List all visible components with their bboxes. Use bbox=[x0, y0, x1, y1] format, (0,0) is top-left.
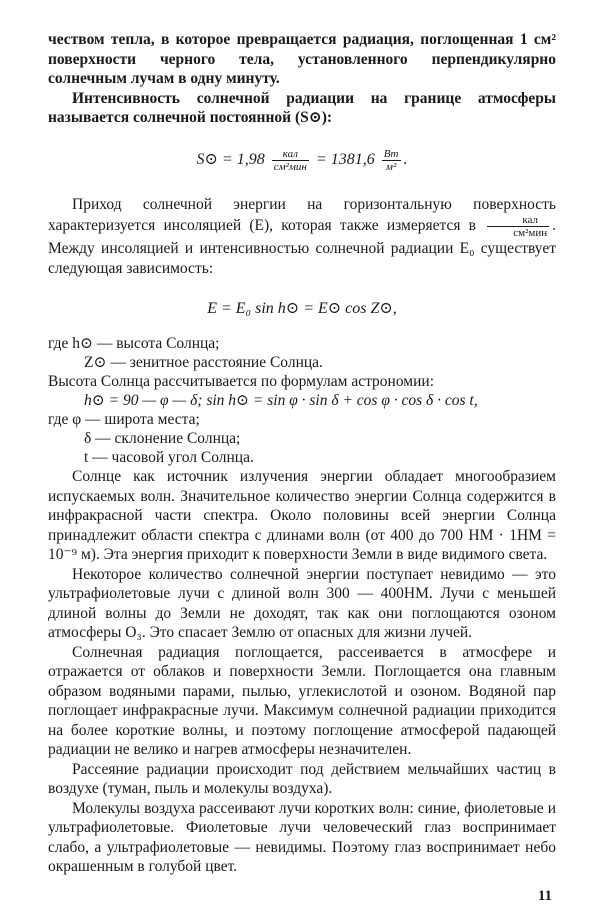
line-height-calc: Высота Солнца рассчитывается по формулам астрономии: bbox=[48, 373, 435, 390]
page-number: 11 bbox=[537, 888, 552, 904]
paragraph-3a: Приход солнечной энергии на горизонтальную поверхность характеризуется инсоляцией (Е), которая также измеряется в bbox=[48, 195, 556, 235]
line-where-h: где h⊙ — высота Солнца; bbox=[48, 335, 220, 352]
formula-mid: = 1381,6 bbox=[315, 150, 375, 168]
page-text bbox=[48, 30, 556, 877]
line-zenith: Z⊙ — зенитное расстояние Солнца. bbox=[84, 354, 323, 371]
fraction-num-3: кал bbox=[487, 214, 549, 227]
line-hour-angle: t — часовой угол Солнца. bbox=[84, 449, 254, 466]
fraction-cal bbox=[272, 148, 309, 173]
fraction-num-2: Вт bbox=[383, 147, 399, 160]
formula-left: S⊙ = 1,98 bbox=[196, 150, 265, 168]
fraction-den-3: см²мин bbox=[513, 227, 548, 239]
paragraph-3b: . Между инсоляцией и интенсивностью солнечной радиации E₀ существует следующая зависимость: bbox=[48, 217, 556, 277]
line-latitude: где φ — широта места; bbox=[48, 411, 200, 428]
fraction-num: кал bbox=[272, 148, 309, 161]
paragraph-7: Рассеяние радиации происходит под действием мельчайших частиц в воздухе (туман, пыль и молекулы воздуха). bbox=[48, 760, 556, 797]
formula-end: . bbox=[403, 150, 408, 168]
paragraph-4: Солнце как источник излучения энергии обладает многообразием испускаемых волн. Значительное количество энергии Солнца содержится в инфракрасной части спектра. Около половины всей энергии Солнца принадлежит области спектра с длинами волн (от 400 до 700 НМ · 1НМ = 10⁻⁹ м). Эта энергия приходит к поверхности Земли в виде видимого света. bbox=[48, 468, 556, 563]
formula-solar-constant bbox=[48, 148, 556, 173]
paragraph-1: чеством тепла, в которое превращается радиация, поглощенная 1 см² поверхности черного тела, установленного перпендикулярно солнечным лучам в одну минуту. bbox=[48, 31, 556, 87]
formula-insolation: E = E₀ sin h⊙ = E⊙ cos Z⊙, bbox=[207, 300, 397, 317]
paragraph-8: Молекулы воздуха рассеивают лучи коротких волн: синие, фиолетовые и ультрафиолетовые. Фиолетовые лучи человеческий глаз воспринимает слабо, а ультрафиолетовые — невидимы. Поэтому глаз воспринимает небо окрашенным в голубой цвет. bbox=[48, 799, 556, 875]
paragraph-6: Солнечная радиация поглощается, рассеивается в атмосфере и отражается от облаков и поверхности Земли. Поглощается она главным образом водяными парами, пылью, углекислотой и озоном. Водяной пар поглощает инфракрасные лучи. Максимум солнечной радиации приходится на более короткие волны, и поэтому поглощение атмосферой падающей радиации не велико и нагрев атмосферы незначителен. bbox=[48, 643, 556, 758]
line-declination: δ — склонение Солнца; bbox=[84, 430, 241, 447]
fraction-den: см²мин bbox=[273, 160, 307, 173]
line-astronomy-formula: h⊙ = 90 — φ — δ; sin h⊙ = sin φ · sin δ + cos φ · cos δ · cos t, bbox=[84, 392, 478, 409]
paragraph-2: Интенсивность солнечной радиации на границе атмосферы называется солнечной постоянной (S⊙): bbox=[48, 89, 556, 126]
paragraph-3 bbox=[48, 195, 556, 279]
fraction-insolation bbox=[487, 214, 549, 239]
fraction-watt bbox=[382, 148, 401, 173]
paragraph-5: Некоторое количество солнечной энергии поступает невидимо — это ультрафиолетовые лучи с длиной волн 300 — 400НМ. Лучи с меньшей длиной волны до Земли не доходят, так как они поглощаются озоном атмосферы O₃. Это спасает Землю от опасных для жизни лучей. bbox=[48, 565, 556, 641]
fraction-den-2: м² bbox=[385, 160, 397, 173]
